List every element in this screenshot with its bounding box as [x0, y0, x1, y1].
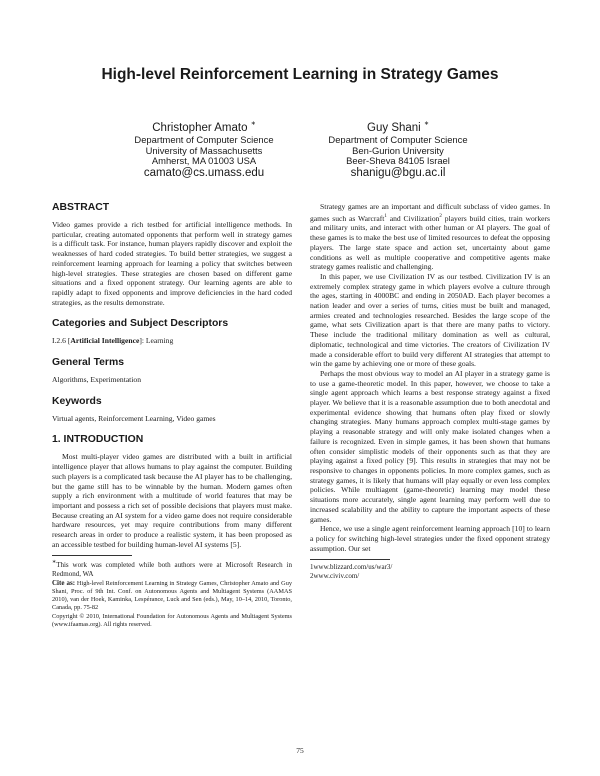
left-column: [52, 202, 292, 629]
copyright-notice: Copyright © 2010, International Foundation for Autonomous Agents and Multiagent Systems (www.ifaamas.org). All rights reserved.: [52, 612, 292, 628]
author-address: Beer-Sheva 84105 Israel: [346, 155, 450, 167]
author-address: Amherst, MA 01003 USA: [151, 155, 257, 167]
author-name: Christopher Amato ∗: [152, 121, 256, 134]
paper-title: High-level Reinforcement Learning in Strategy Games: [101, 66, 499, 83]
abstract-heading: ABSTRACT: [52, 202, 110, 213]
author-name: Guy Shani ∗: [367, 121, 429, 134]
author-dept: Department of Computer Science: [328, 134, 468, 145]
right-paragraph-2: In this paper, we use Civilization IV as our testbed. Civilization IV is an extremely complex strategy game in which players evolve a culture through the ages, starting in 4000BC and ending in 2050AD. Each player becomes a nation leader and over a series of turns, cities must be built and managed, armies created and technologies researched. Besides the large scope of the game, what sets Civilization apart is that there are many paths to victory. These include the traditional military domination as well as cultural, diplomatic, technological and time victories. The creators of Civilization IV made a considerable effort to build very different AI strategies that attempt to win the game by achieving one or more of these goals.: [310, 271, 550, 369]
categories-text: I.2.6 [Artificial Intelligence]: Learning: [52, 336, 174, 346]
footnote-rule: [310, 559, 390, 560]
intro-paragraph: Most multi-player video games are distributed with a built in artificial intelligence player that allows humans to play against the computer. Building such players is a complicated task because the AI player has to be challenging, but the game still has to be winnable by the human. Modern games often supply a rich environment with a multitude of world features that may be important and possess a rich set of possible decisions that players must make. Because creating an AI system for a video game does not require considerable hardware resources, yet may require contributions from many different research areas in order to produce a realistic system, it has been proposed as an accessible testbed for building human-level AI systems [5].: [52, 452, 292, 549]
author-block-1: [104, 118, 304, 179]
right-paragraph-1: Strategy games are an important and difficult subclass of video games. In games such as Warcraft$^1$ and Civilization$^2$ players build cities, train workers and military units, and interact with other human or AI players. The goal of these games is to make the best use of limited resources to defeat the opposing players. The large state space and action set, uncertainty about game conditions as well as multiple cooperative and competitive agents make strategy games realistic and challenging.: [310, 202, 550, 272]
right-column: [310, 202, 550, 581]
keywords-heading: Keywords: [52, 395, 102, 407]
url-footnote-2[interactable]: 2www.civiv.com/: [310, 571, 360, 580]
right-paragraph-3: Perhaps the most obvious way to model an AI player in a strategy game is to use a game-theoretic model. In this paper, however, we choose to take a single agent approach which learns a best response strategy against a fixed player. We believe that it is a reasonable assumption due to both anecdotal and experimental evidence showing that humans often play fixed or slowly changing strategies. Many humans approach complex multi-stage games by playing a reasonable strategy and will only make isolated changes when a failure is recognized. Even in simple games, it has been shown that humans often consider simplistic models of their opponents such as that they are playing against a fixed policy [9]. This results in strategies that may not be responsive to changes in opponents policies. In more complex games, such as strategy games, it is likely that humans will play equally or even less complex policies. While multiagent (game-theoretic) learning may model these situations more accurately, single agent learning may perform well due to increased scalability and the ability to capture the important aspects of these games.: [310, 368, 550, 524]
author-block-2: [298, 118, 498, 179]
keywords-text: Virtual agents, Reinforcement Learning, Video games: [52, 413, 216, 423]
author-email: camato@cs.umass.edu: [143, 166, 265, 179]
author-footnote: ∗This work was completed while both authors were at Microsoft Research in Redmond, WA: [52, 560, 292, 579]
author-dept: Department of Computer Science: [134, 134, 274, 145]
url-footnote-1[interactable]: 1www.blizzard.com/us/war3/: [310, 563, 393, 572]
terms-heading: General Terms: [52, 357, 124, 369]
abstract-text: Video games provide a rich testbed for artificial intelligence methods. In particular, creating automated opponents that perform well in strategy games is a difficult task. For instance, human players rapidly discover and exploit the weaknesses of hard coded strategies. To build better strategies, we suggest a reinforcement learning approach for learning a policy that switches between high-level strategies. These strategies are chosen based on different game situations and a fixed opponent strategy. Our learning agents are able to rapidly adapt to fixed opponents and improve deficiencies in the hard coded strategies, as the results demonstrate.: [52, 220, 292, 307]
author-institution: University of Massachusetts: [145, 144, 263, 156]
right-paragraph-4: Hence, we use a single agent reinforcement learning approach [10] to learn a policy for switching high-level strategies under the fixed opponent strategy assumption. Our set: [310, 524, 550, 553]
author-email: shanigu@bgu.ac.il: [350, 166, 446, 179]
author-institution: Ben-Gurion University: [352, 144, 444, 156]
categories-heading: Categories and Subject Descriptors: [52, 318, 229, 330]
footnote-rule: [52, 555, 132, 556]
terms-text: Algorithms, Experimentation: [52, 375, 142, 385]
page-number: 75: [296, 746, 304, 755]
introduction-heading: 1. INTRODUCTION: [52, 434, 144, 446]
citation-block: Cite as: High-level Reinforcement Learning in Strategy Games, Christopher Amato and Guy Shani, Proc. of 9th Int. Conf. on Autonomous Agents and Multiagent Systems (AAMAS 2010), van der Hoek, Kaminka, Lespérance, Luck and Sen (eds.), May, 10–14, 2010, Toronto, Canada, pp. 75-82: [52, 578, 293, 611]
